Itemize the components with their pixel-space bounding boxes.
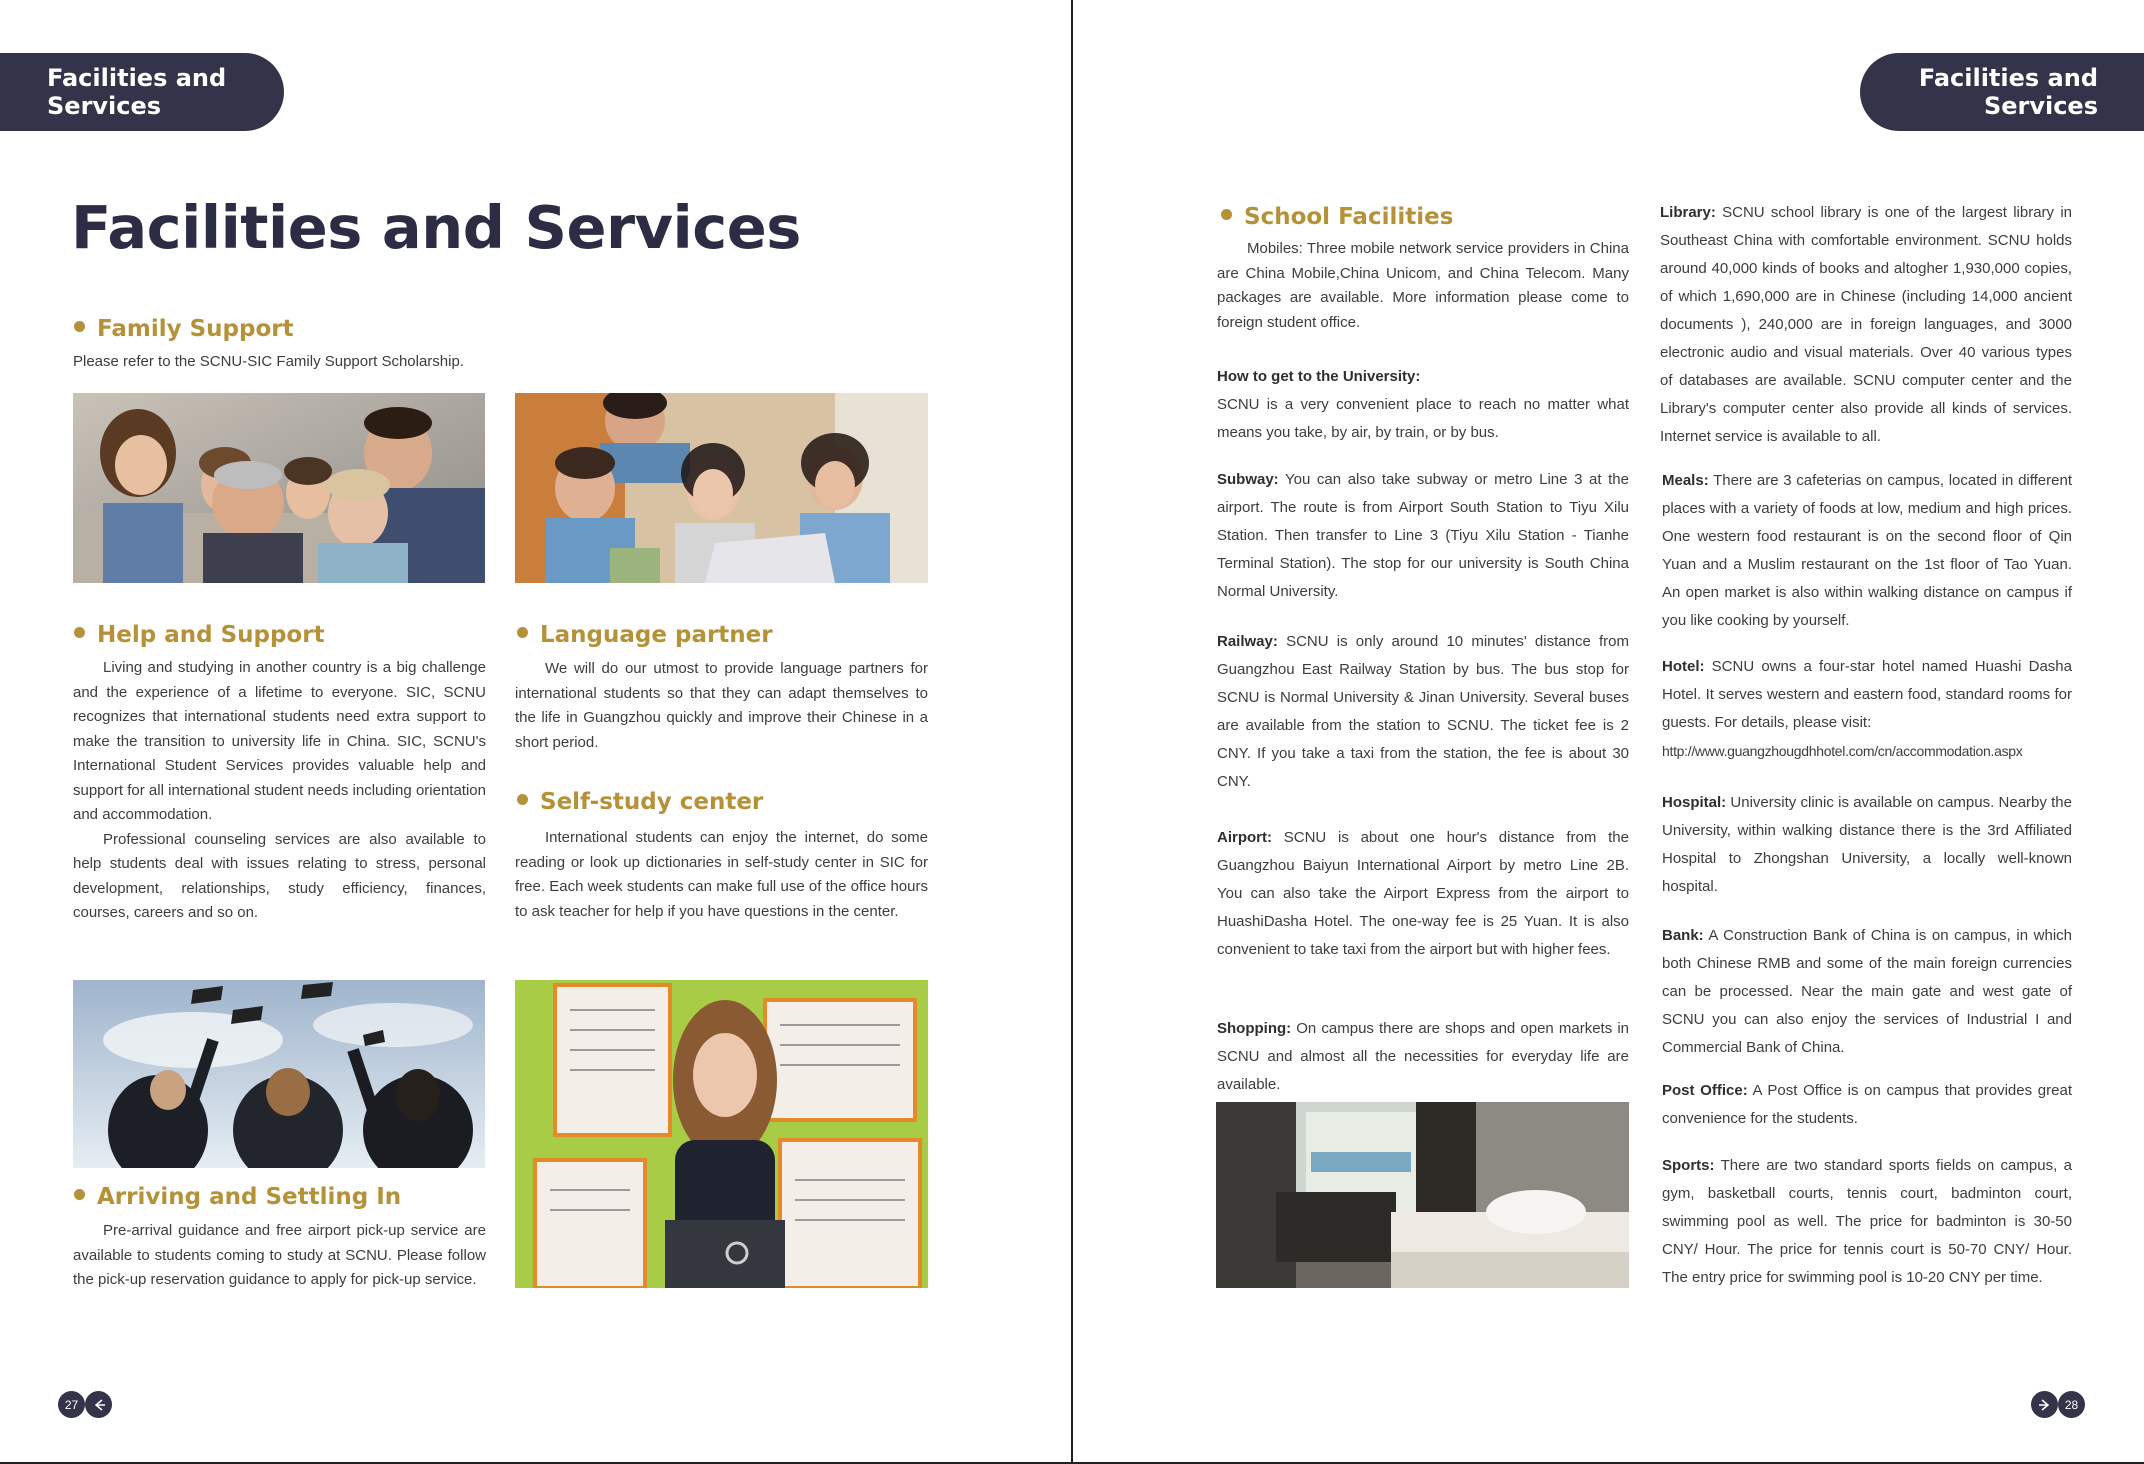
tab-label-line1: Facilities and [47, 64, 227, 92]
help-support-heading: Help and Support [74, 622, 325, 648]
hospital-block [1662, 789, 2072, 901]
shopping-label: Shopping: [1217, 1020, 1292, 1037]
students-photo [515, 393, 928, 583]
sports-text: There are two standard sports fields on campus, a gym, basketball courts, tennis court, badminton court, swimming pool as well. The price for badminton is 30-50 CNY/ Hour. The price for tennis court is 50-70 CNY/ Hour. The entry price for swimming pool is 10-20 CNY per time. [1662, 1157, 2072, 1286]
railway-block [1217, 628, 1629, 796]
howto-text: SCNU is a very convenient place to reach no matter what means you take, by air, by train, or by bus. [1217, 396, 1629, 441]
library-text: SCNU school library is one of the largest library in Southeast China with comfortable environment. SCNU holds around 40,000 kinds of books and altogher 1,930,000 copies, of which 1,690,000 are in Chinese (including 14,000 ancient documents ), 240,000 are in foreign languages, and 3000 electronic audio and visual materials. Over 40 various types of databases are available. SCNU computer center and the Library's computer center also provide all kinds of services. Internet service is available to all. [1660, 204, 2072, 445]
right-page [1073, 0, 2144, 1464]
bullet-dot-icon [74, 1189, 85, 1200]
page-number-left [58, 1391, 112, 1418]
post-office-label: Post Office: [1662, 1082, 1748, 1099]
post-office-block [1662, 1077, 2072, 1133]
hotel-label: Hotel: [1662, 658, 1705, 675]
subway-block [1217, 466, 1629, 606]
meals-block [1662, 467, 2072, 635]
hotel-url-link[interactable]: http://www.guangzhougdhhotel.com/cn/accommodation.aspx [1662, 743, 2023, 759]
bullet-dot-icon [1221, 209, 1232, 220]
bank-block [1662, 922, 2072, 1062]
hospital-text: University clinic is available on campus. Nearby the University, within walking distance there is the 3rd Affiliated Hospital to Zhongshan University, a locally well-known hospital. [1662, 794, 2072, 895]
post-office-text: A Post Office is on campus that provides great convenience for the students. [1662, 1082, 2072, 1127]
arriving-heading: Arriving and Settling In [74, 1184, 401, 1210]
hotel-block [1662, 653, 2072, 766]
subway-label: Subway: [1217, 471, 1279, 488]
tab-label-line2: Services [47, 92, 162, 120]
library-label: Library: [1660, 204, 1716, 221]
sports-block [1662, 1152, 2072, 1292]
bullet-dot-icon [74, 627, 85, 638]
left-page [0, 0, 1071, 1464]
airport-label: Airport: [1217, 829, 1272, 846]
airport-text: SCNU is about one hour's distance from the Guangzhou Baiyun International Airport by metro Line 2B. You can also take the Airport Express from the airport to HuashiDasha Hotel. The one-way fee is 25 Yuan. It is also convenient to take taxi from the airport but with higher fees. [1217, 829, 1629, 958]
sports-label: Sports: [1662, 1157, 1715, 1174]
howto-label: How to get to the University: [1217, 368, 1421, 385]
self-study-text: International students can enjoy the internet, do some reading or look up dictionaries in self-study center in SIC for free. Each week students can make full use of the office hours to ask teacher for help if you have questions in the center. [515, 829, 928, 920]
shopping-text: On campus there are shops and open markets in SCNU and almost all the necessities for everyday life are available. [1217, 1020, 1629, 1093]
self-study-heading: Self-study center [517, 789, 763, 815]
arriving-text: Pre-arrival guidance and free airport pick-up service are available to students coming to study at SCNU. Please follow the pick-up reservation guidance to apply for pick-up service. [73, 1222, 486, 1288]
bullet-dot-icon [517, 794, 528, 805]
shopping-block [1217, 1015, 1629, 1099]
section-tab-left [0, 53, 284, 131]
language-partner-heading: Language partner [517, 622, 773, 648]
tab-label-line2: Services [1983, 92, 2098, 120]
family-support-text: Please refer to the SCNU-SIC Family Support Scholarship. [73, 353, 464, 370]
bank-text: A Construction Bank of China is on campus, in which both Chinese RMB and some of the main foreign currencies can be processed. Near the main gate and west gate of SCNU you can also enjoy the services of Industrial I and Commercial Bank of China. [1662, 927, 2072, 1056]
arrow-right-icon[interactable] [2031, 1391, 2058, 1418]
railway-text: SCNU is only around 10 minutes' distance from Guangzhou East Railway Station by bus. The bus stop for SCNU is Normal University & Jinan University. Several buses are available from the station to SCNU. The ticket fee is 2 CNY. If you take a taxi from the station, the fee is about 30 CNY. [1217, 633, 1629, 790]
dorm-room-photo [1216, 1102, 1629, 1288]
hotel-text: SCNU owns a four-star hotel named Huashi Dasha Hotel. It serves western and eastern food, standard rooms for guests. For details, please visit: [1662, 658, 2072, 731]
student-diploma-photo [515, 980, 928, 1288]
bullet-dot-icon [74, 321, 85, 332]
airport-block [1217, 824, 1629, 964]
howto-block [1217, 363, 1629, 447]
mobiles-text: Mobiles: Three mobile network service providers in China are China Mobile,China Unicom, and China Telecom. Many packages are available. More information please come to foreign student office. [1217, 240, 1629, 331]
family-support-heading: Family Support [74, 316, 294, 342]
library-block [1660, 199, 2072, 451]
subway-text: You can also take subway or metro Line 3 at the airport. The route is from Airport South Station to Tiyu Xilu Station. Then transfer to Line 3 (Tiyu Xilu Station - Tianhe Terminal Station). The stop for our university is South China Normal University. [1217, 471, 1629, 600]
railway-label: Railway: [1217, 633, 1278, 650]
graduation-photo [73, 980, 485, 1168]
tab-label-line1: Facilities and [1918, 64, 2098, 92]
page-title: Facilities and Services [71, 193, 801, 262]
bullet-dot-icon [517, 627, 528, 638]
family-photo [73, 393, 485, 583]
help-support-text: Living and studying in another country is a big challenge and the experience of a lifetime to everyone. SIC, SCNU recognizes that international students need extra support to make the transition to university life in China. SIC, SCNU's International Student Services provides valuable help and support for all international student needs including orientation and accommodation. Professional counseling services are also available to help students deal with issues relating to stress, personal development, relationships, study efficiency, finances, courses, careers and so on. [73, 659, 486, 921]
page-number-badge: 28 [2058, 1391, 2085, 1418]
bank-label: Bank: [1662, 927, 1704, 944]
section-tab-right [1860, 53, 2144, 131]
meals-text: There are 3 cafeterias on campus, located in different places with a variety of foods at low, medium and high prices. One western food restaurant is on the second floor of Qin Yuan and a Muslim restaurant on the 1st floor of Tao Yuan. An open market is also within walking distance on campus if you like cooking by yourself. [1662, 472, 2072, 629]
page-number-right [2031, 1391, 2085, 1418]
language-partner-text: We will do our utmost to provide language partners for international students so that they can adapt themselves to the life in Guangzhou quickly and improve their Chinese in a short period. [515, 660, 928, 751]
school-facilities-heading: School Facilities [1221, 204, 1453, 230]
arrow-left-icon[interactable] [85, 1391, 112, 1418]
hospital-label: Hospital: [1662, 794, 1727, 811]
meals-label: Meals: [1662, 472, 1709, 489]
page-number-badge: 27 [58, 1391, 85, 1418]
